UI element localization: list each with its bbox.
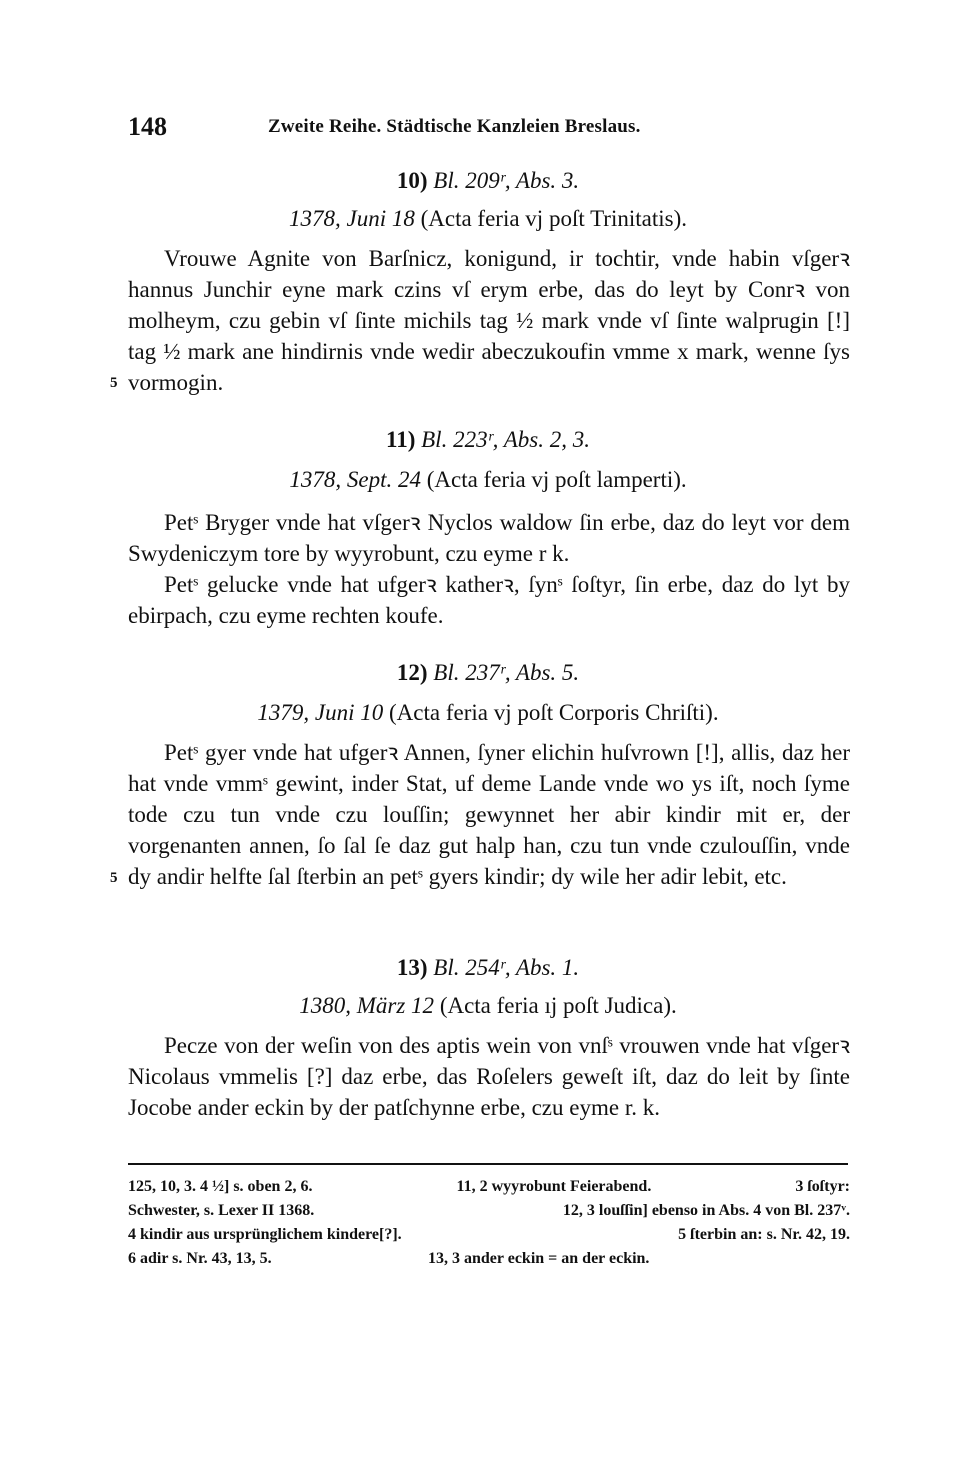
running-title: Zweite Reihe. Städtische Kanzleien Breslaus. [268,116,641,137]
line-number: 5 [110,375,118,391]
paragraph: Petˢ Bryger vnde hat vſgerꝛ Nyclos waldow ſin erbe, daz do leyt vor dem Swydeniczym tore by wyyrobunt, czu eyme r k. [128,510,850,566]
section-heading: 12) Bl. 237ʳ, Abs. 5. [396,660,580,685]
footnote-divider [128,1163,848,1165]
section-body [110,737,850,892]
section-date: 1378, Juni 18 (Acta feria vj poſt Trinitatis). [289,206,687,231]
section-date: 1380, März 12 (Acta feria ıj poſt Judica). [299,993,677,1018]
page-number: 148 [128,112,167,141]
section-date: 1378, Sept. 24 (Acta feria vj poſt lamperti). [289,467,687,492]
section-heading: 11) Bl. 223ʳ, Abs. 2, 3. [385,427,591,452]
footnotes [128,1178,850,1274]
footnote-line: 4 kindir aus ursprünglichem kindere[?]. 5 ſterbin an: s. Nr. 42, 19. [128,1226,850,1243]
line-number: 5 [110,870,118,886]
section-body [128,507,850,631]
page-header [128,112,848,142]
paragraph: Pecze von der weſin von des aptis wein von vnſˢ vrouwen vnde hat vſgerꝛ Nicolaus vmmelis [?] daz erbe, das Roſelers geweſt iſt, daz do leit by ſinte Jocobe ander eckin by der patſchynne erbe, czu eyme r. k. [128,1033,850,1120]
footnote-line: Schwester, s. Lexer II 1368. 12, 3 louſſin] ebenso in Abs. 4 von Bl. 237ᵛ. [128,1202,850,1219]
section-heading: 10) Bl. 209ʳ, Abs. 3. [396,168,580,193]
section-body [128,1030,850,1123]
footnote-line: 125, 10, 3. 4 ½] s. oben 2, 6. 11, 2 wyyrobunt Feierabend. 3 ſoſtyr: [128,1178,850,1195]
paragraph: Vrouwe Agnite von Barſnicz, konigund, ir tochtir, vnde habin vſgerꝛ hannus Junchir eyne mark czins vſ erym erbe, das do leyt by Conrꝛ von molheym, czu gebin vſ ſinte michils tag ½ mark vnde vſ ſinte walprugin [!] tag ½ mark ane hindirnis vnde wedir abeczukoufin vmme x mark, wenne ſys vormogin. [128,246,850,395]
section-body [110,243,850,398]
section-heading: 13) Bl. 254ʳ, Abs. 1. [396,955,580,980]
footnote-line: 6 adir s. Nr. 43, 13, 5. 13, 3 ander eckin = an der eckin. [128,1250,650,1267]
paragraph: Petˢ gelucke vnde hat ufgerꝛ katherꝛ, ſynˢ ſoſtyr, ſin erbe, daz do lyt by ebirpach, czu eyme rechten koufe. [128,572,850,628]
paragraph: Petˢ gyer vnde hat ufgerꝛ Annen, ſyner elichin huſvrown [!], allis, daz her hat vnde vmmˢ gewint, inder Stat, uf deme Lande vnde wo ys iſt, noch ſyme tode czu tun vnde czu louſſin; gewynnet her abir kindir mit er, der vorgenanten annen, ſo ſal ſe daz gut halp han, czu tun vnde czulouſſin, vnde dy andir helfte ſal ſterbin an petˢ gyers kindir; dy wile her adir lebit, etc. [128,740,850,889]
section-date: 1379, Juni 10 (Acta feria vj poſt Corporis Chriſti). [257,700,719,725]
